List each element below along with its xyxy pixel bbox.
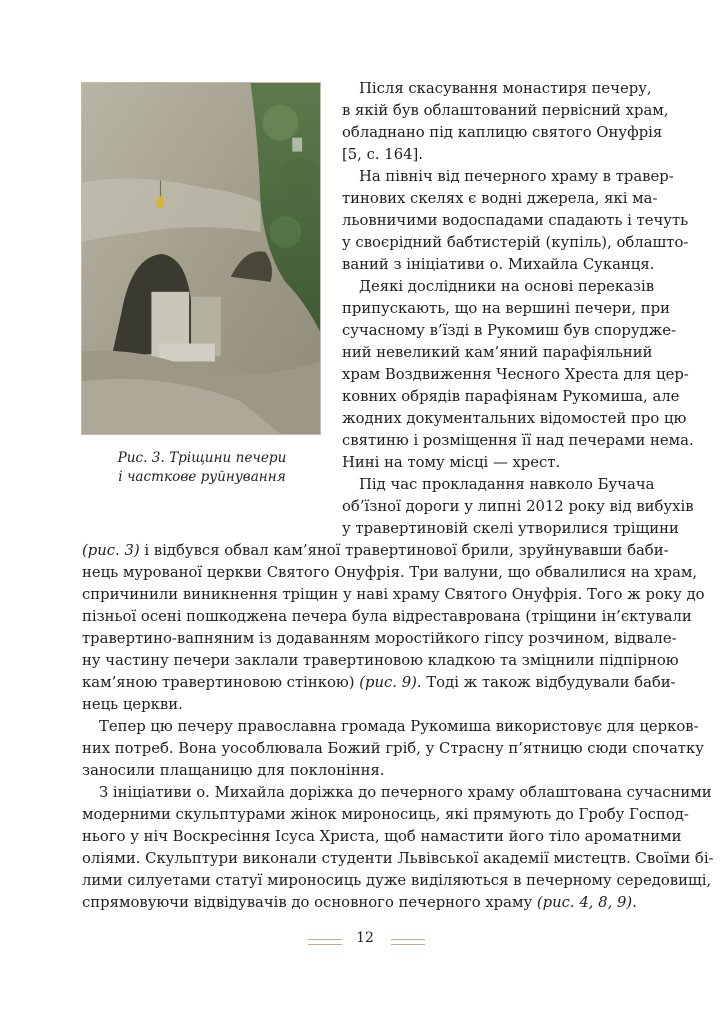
figure-caption-line-2: і часткове руйнування: [118, 469, 286, 485]
text-line: травертино-вапняним із додаванням моростійкого гіпсу розчином, відвале-: [82, 630, 677, 647]
text-line: сучасному в’їзді в Рукомиш був споруджe-: [342, 322, 677, 339]
figure-caption: [82, 449, 322, 487]
text-line: нець мурованої церкви Святого Онуфрія. Три валуни, що обвалилися на храм,: [82, 564, 698, 581]
decorative-rule-left: [308, 939, 342, 945]
text-line: нець церкви.: [82, 696, 183, 713]
text-line: заносили плащаницю для поклоніння.: [82, 762, 385, 779]
figure-reference: (рис. 4, 8, 9): [536, 894, 633, 911]
text-line: модерними скульптурами жінок мироносиць, які прямують до Гробу Господ-: [82, 806, 689, 823]
text-line: пізньої осені пошкоджена печера була відреставрована (тріщини ін’єктували: [82, 608, 692, 625]
text-line: в якій був облаштований первісний храм,: [342, 102, 669, 119]
text-line: Після скасування монастиря печеру,: [359, 80, 652, 97]
text-line: храм Воздвиження Чесного Хреста для цер-: [342, 366, 689, 383]
text-line: ковних обрядів парафіянам Рукомиша, але: [342, 388, 680, 405]
text-line: На північ від печерного храму в травер-: [359, 168, 674, 185]
text-line: у травертиновій скелі утворилися тріщини: [342, 520, 679, 537]
text-line: Під час прокладання навколо Бучача: [359, 476, 655, 493]
figure-cave-photo: [81, 82, 321, 435]
text-line: З ініціативи о. Михайла доріжка до печерного храму облаштована сучасними: [99, 784, 712, 801]
figure-reference: (рис. 3): [82, 542, 140, 559]
decorative-rule-right: [391, 939, 425, 945]
text-line: спричинили виникнення тріщин у наві храму Святого Онуфрія. Того ж року до: [82, 586, 705, 603]
text-line: (рис. 3) і відбувся обвал кам’яної травертинової брили, зруйнувавши баби-: [82, 542, 669, 559]
text-line: жодних документальних відомостей про цю: [342, 410, 687, 427]
text-line: у своєрідний бабтистерій (купіль), облашто-: [342, 234, 689, 251]
figure-caption-line-1: Рис. 3. Тріщини печери: [117, 450, 287, 466]
text-line: тинових скелях є водні джерела, які ма-: [342, 190, 658, 207]
text-line: об’їзної дороги у липні 2012 року від вибухів: [342, 498, 694, 515]
text-line: лими силуетами статуї мироносиць дуже виділяються в печерному середовищі,: [82, 872, 712, 889]
text-line: них потреб. Вона уособлювала Божий гріб, у Страсну п’ятницю сюди спочатку: [82, 740, 704, 757]
text-line: льовничими водоспадами спадають і течуть: [342, 212, 689, 229]
text-line: ваний з ініціативи о. Михайла Суканця.: [342, 256, 655, 273]
text-line: ну частину печери заклали травертиновою кладкою та зміцнили підпірною: [82, 652, 679, 669]
page-footer: [0, 928, 721, 948]
text-line: Тепер цю печеру православна громада Рукомиша використовує для церков-: [99, 718, 699, 735]
text-line: святиню і розміщення її над печерами нема.: [342, 432, 694, 449]
text-line: припускають, що на вершині печери, при: [342, 300, 670, 317]
text-line: нього у ніч Воскресіння Ісуса Христа, щоб намастити його тіло ароматними: [82, 828, 682, 845]
text-line: обладнано під каплицю святого Онуфрія: [342, 124, 663, 141]
text-line: Нині на тому місці — хрест.: [342, 454, 561, 471]
text-line: оліями. Скульптури виконали студенти Львівської академії мистецтв. Своїми бі-: [82, 850, 714, 867]
figure-reference: (рис. 9): [359, 674, 417, 691]
text-line: [5, с. 164].: [342, 146, 424, 163]
text-line: кам’яною травертиновою стінкою) (рис. 9). Тоді ж також відбудували баби-: [82, 674, 676, 691]
text-line: спрямовуючи відвідувачів до основного печерного храму (рис. 4, 8, 9).: [82, 894, 637, 911]
text-line: Деякі дослідники на основі переказів: [359, 278, 655, 295]
text-line: ний невеликий кам’яний парафіяльний: [342, 344, 653, 361]
cave-photo-image: [82, 83, 320, 434]
page-number: 12: [356, 930, 374, 946]
